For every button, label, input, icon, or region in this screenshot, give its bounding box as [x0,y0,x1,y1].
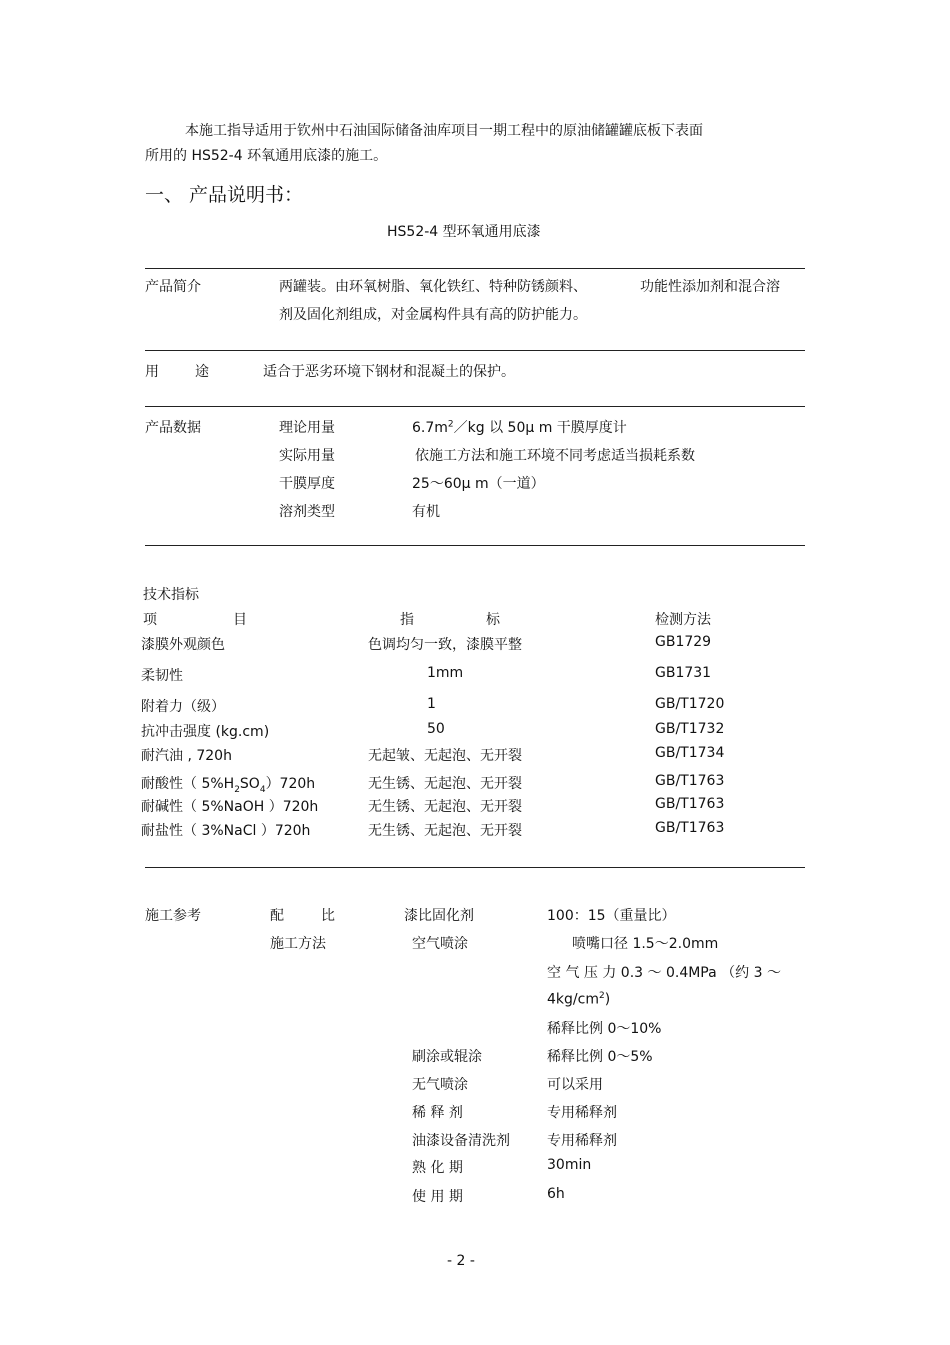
tech-row-item: 耐碱性（ 5%NaOH ）720h [141,799,319,815]
pressure-value-cont: $4kg/cm^2$) [547,991,611,1008]
airless-value: 可以采用 [547,1077,603,1093]
tech-row-item: 耐酸性（ $5\%H_2SO_4)720h$ [141,776,316,795]
induction-value: 30min [547,1157,592,1173]
tech-row-index: 无生锈、无起泡、无开裂 [368,776,522,792]
tech-row-method: GB/T1763 [655,820,725,836]
ratio-label-b: 比 [321,908,335,924]
tech-header-method: 检测方法 [655,612,711,628]
ratio-value: 100：15（重量比） [547,908,676,924]
divider [145,545,805,546]
tech-row-index: 1 [427,696,436,712]
tech-header-index-a: 指 [400,612,414,628]
tech-row-item: 柔韧性 [141,668,183,684]
product-data-value: 25～60μ m（一道） [412,476,545,492]
ratio-label-a: 配 [270,908,284,924]
airless-label: 无气喷涂 [412,1077,468,1093]
intro-text-2: 剂及固化剂组成，对金属构件具有高的防护能力。 [279,307,587,323]
intro-line-2: 所用的 HS52-4 环氧通用底漆的施工。 [145,148,388,164]
page-number: - 2 - [447,1253,475,1269]
thinner-label: 稀 释 剂 [412,1105,463,1121]
ratio-name: 漆比固化剂 [404,908,474,924]
tech-header-item-b: 目 [233,612,247,628]
thinner-value: 专用稀释剂 [547,1105,617,1121]
cleaner-label: 油漆设备清洗剂 [412,1133,510,1149]
divider [145,867,805,868]
application-label: 施工参考 [145,908,201,924]
induction-label: 熟 化 期 [412,1160,463,1176]
tech-row-index: 色调均匀一致，漆膜平整 [368,637,522,653]
product-data-name: 溶剂类型 [279,504,335,520]
tech-row-item: 漆膜外观颜色 [141,637,225,653]
method-label: 施工方法 [270,936,326,952]
usage-text: 适合于恶劣环境下钢材和混凝土的保护。 [263,364,515,380]
divider [145,268,805,269]
tech-row-method: GB/T1720 [655,696,725,712]
pressure-value: 空 气 压 力 0.3 ～ 0.4MPa （约 3 ～ [547,965,781,981]
product-data-value: $6.7m^2/kg$ 以 50μ m 干膜厚度计 [412,419,627,436]
tech-row-item: 附着力（级） [141,699,225,715]
divider [145,406,805,407]
tech-row-index: 无生锈、无起泡、无开裂 [368,823,522,839]
potlife-value: 6h [547,1186,565,1202]
brush-label: 刷涂或辊涂 [412,1049,482,1065]
tech-row-method: GB/T1763 [655,773,725,789]
tech-row-item: 抗冲击强度 (kg.cm) [141,724,270,740]
cleaner-value: 专用稀释剂 [547,1133,617,1149]
intro-text-1b: 功能性添加剂和混合溶 [640,279,780,295]
tech-row-method: GB/T1763 [655,796,725,812]
nozzle-value: 喷嘴口径 1.5～2.0mm [572,936,719,952]
product-data-value: 依施工方法和施工环境不同考虑适当损耗系数 [415,448,695,464]
tech-row-method: GB/T1734 [655,745,725,761]
brush-dilution: 稀释比例 0～5% [547,1049,653,1065]
air-spray-label: 空气喷涂 [412,936,468,952]
tech-row-method: GB1731 [655,665,712,681]
product-data-name: 理论用量 [279,420,335,436]
product-data-name: 实际用量 [279,448,335,464]
product-data-value: 有机 [412,504,440,520]
tech-row-index: 1mm [427,665,464,681]
usage-label-b: 途 [195,364,209,380]
tech-row-method: GB1729 [655,634,712,650]
section-title: 一、 产品说明书： [145,184,304,206]
usage-label-a: 用 [145,364,159,380]
product-data-label: 产品数据 [145,420,201,436]
tech-row-method: GB/T1732 [655,721,725,737]
tech-header-index-b: 标 [486,612,500,628]
product-data-name: 干膜厚度 [279,476,335,492]
intro-line-1: 本施工指导适用于钦州中石油国际储备油库项目一期工程中的原油储罐罐底板下表面 [185,123,703,139]
tech-row-index: 无生锈、无起泡、无开裂 [368,799,522,815]
divider [145,350,805,351]
tech-row-item: 耐汽油 , 720h [141,748,232,764]
tech-title: 技术指标 [143,587,199,603]
intro-label: 产品简介 [145,279,201,295]
tech-header-item-a: 项 [143,612,157,628]
intro-text-1a: 两罐装。由环氧树脂、氧化铁红、特种防锈颜料、 [279,279,587,295]
tech-row-index: 无起皱、无起泡、无开裂 [368,748,522,764]
potlife-label: 使 用 期 [412,1189,463,1205]
air-dilution: 稀释比例 0～10% [547,1021,662,1037]
product-name: HS52-4 型环氧通用底漆 [387,224,541,240]
tech-row-index: 50 [427,721,445,737]
tech-row-item: 耐盐性（ 3%NaCl ）720h [141,823,311,839]
